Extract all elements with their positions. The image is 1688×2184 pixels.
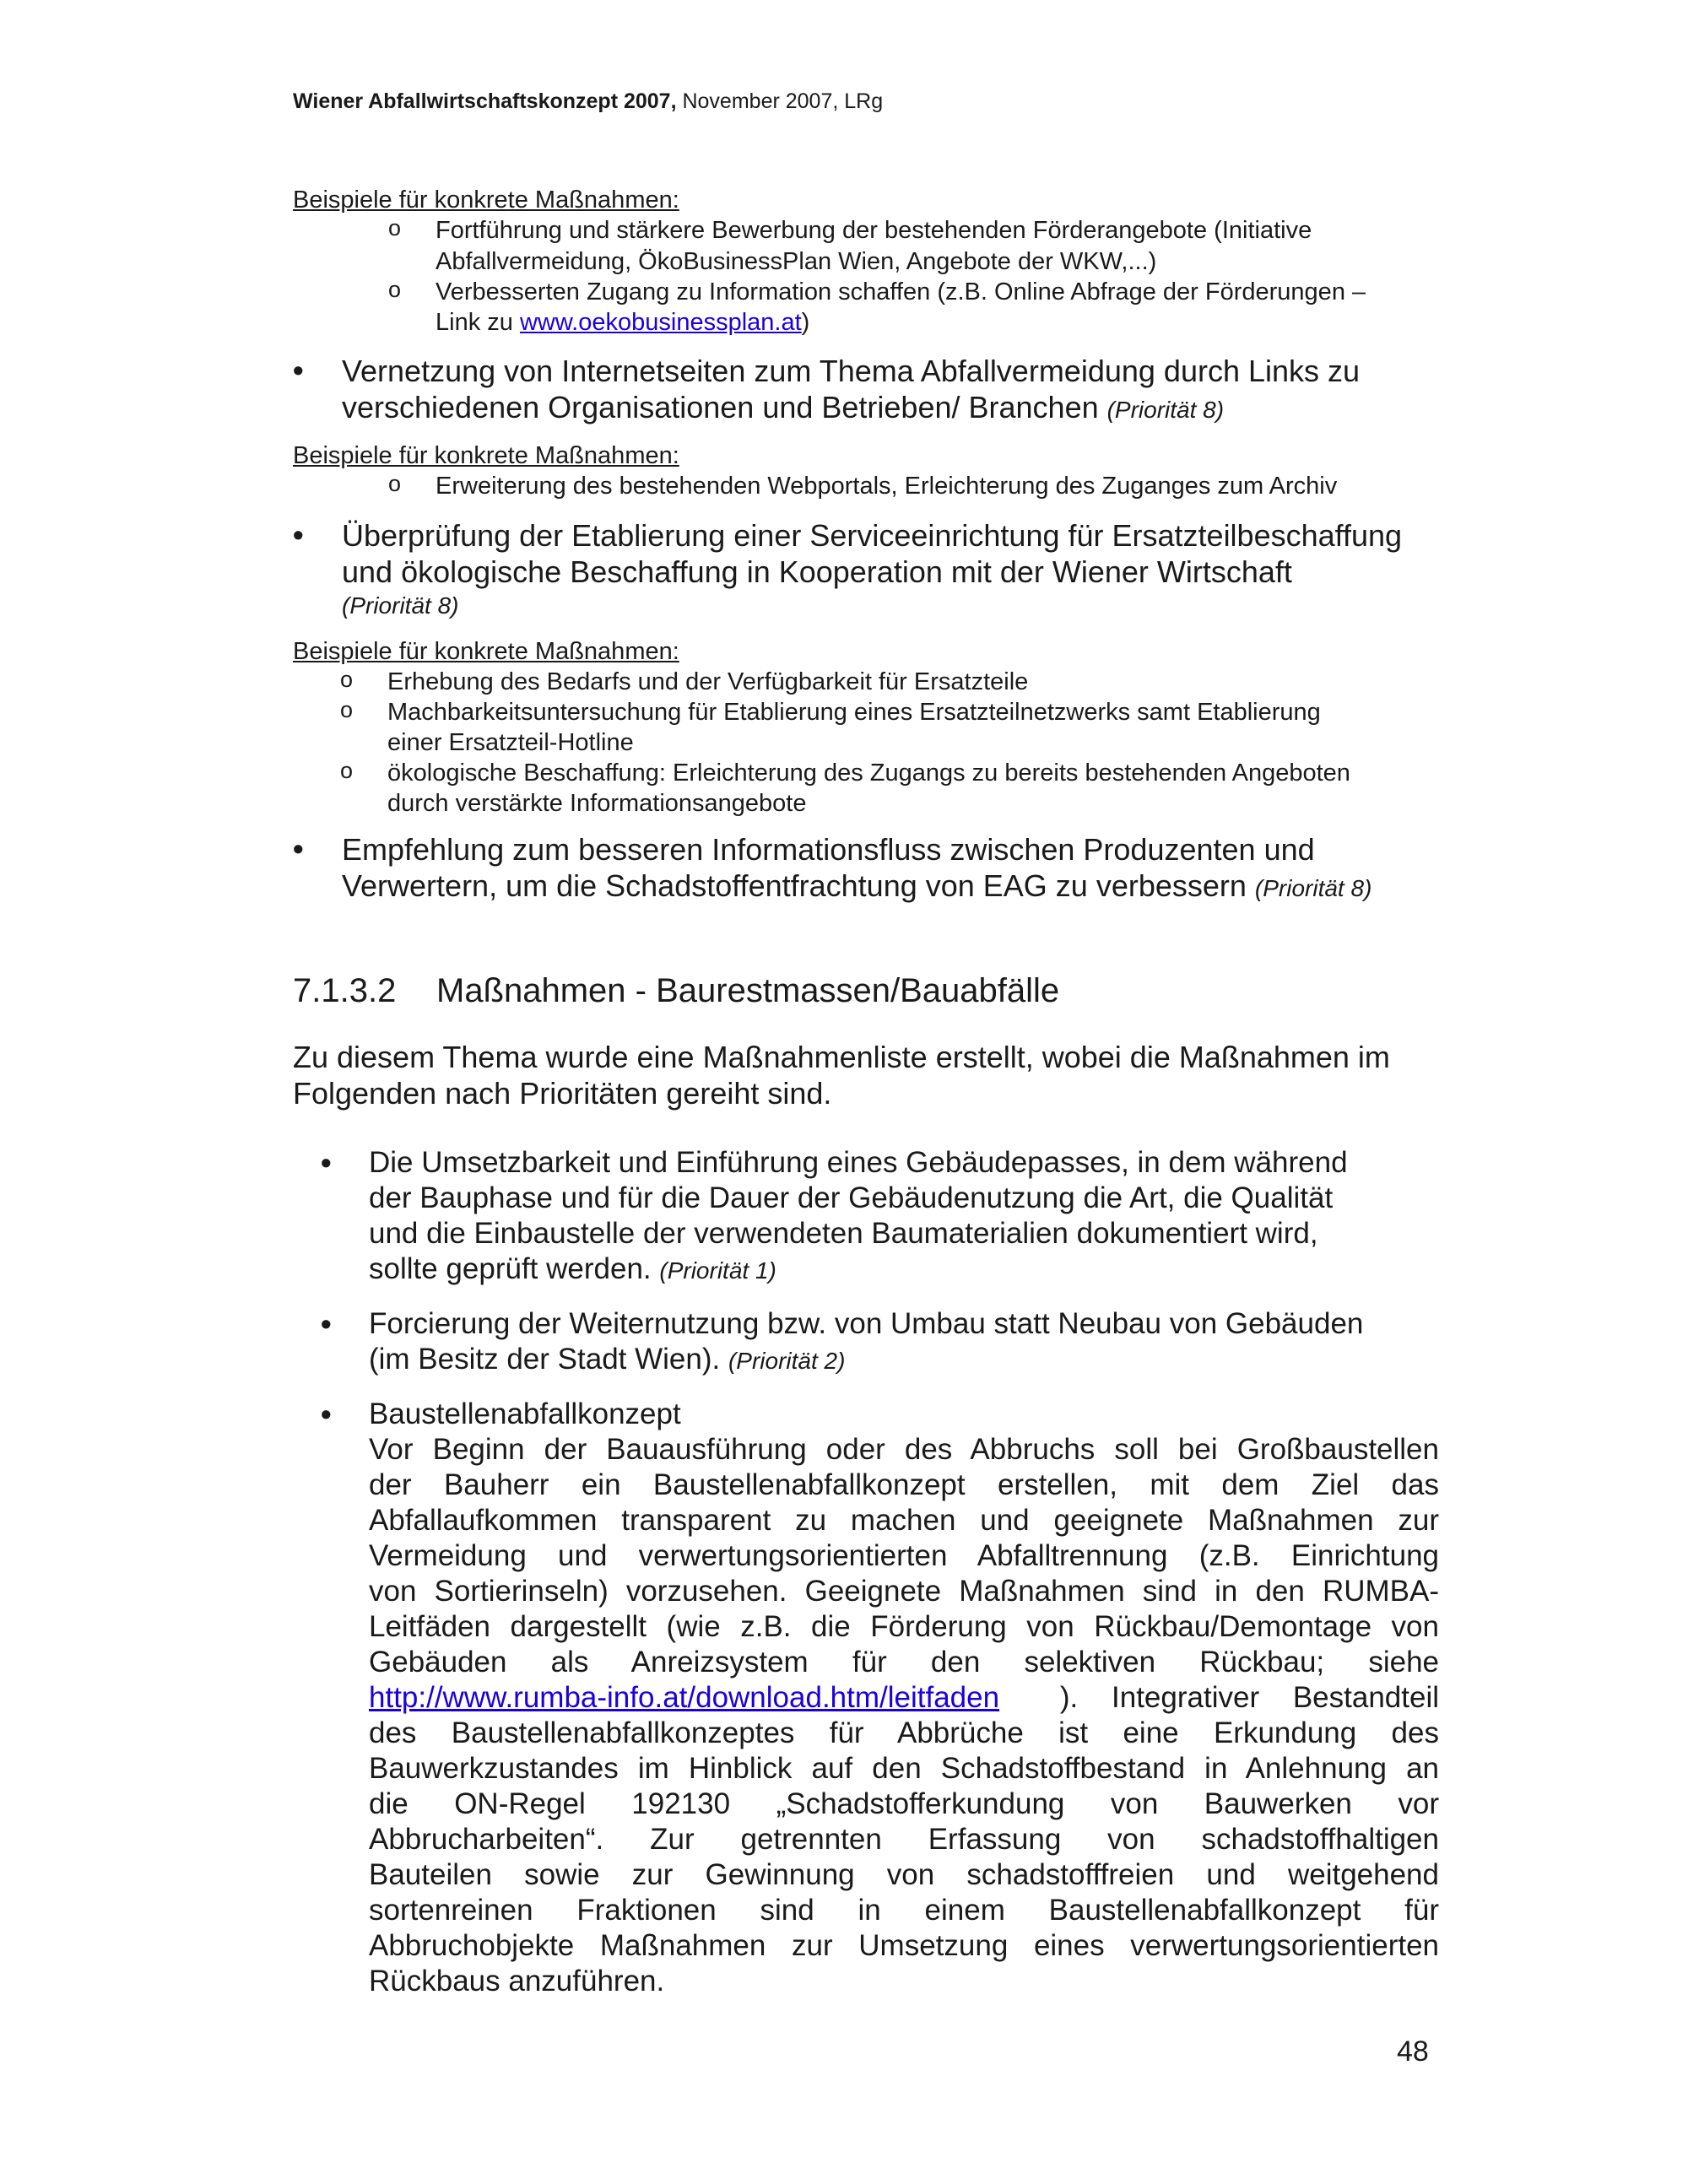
list-item-cont: Abfallvermeidung, ÖkoBusinessPlan Wien, Angebote der WKW,...) (436, 248, 1157, 275)
circle-bullet-icon: o (340, 758, 354, 783)
list-item: Verbesserten Zugang zu Information schaffen (z.B. Online Abfrage der Förderungen – (436, 278, 1366, 305)
circle-bullet-icon: o (340, 667, 354, 692)
bullet-text: Vernetzung von Internetseiten zum Thema Abfallvermeidung durch Links zu (342, 354, 1361, 388)
bullet-text: Überprüfung der Etablierung einer Serviceeinrichtung für Ersatzteilbeschaffung (342, 518, 1403, 553)
link-prefix: Link zu (436, 309, 520, 336)
list-item-cont: einer Ersatzteil-Hotline (387, 729, 634, 756)
intro-text: Zu diesem Thema wurde eine Maßnahmenliste erstellt, wobei die Maßnahmen im (293, 1040, 1390, 1074)
paragraph-link-line (369, 1680, 1439, 1716)
paragraph-line: Abbrucharbeiten“. Zur getrennten Erfassung von schadstoffhaltigen (369, 1823, 1439, 1856)
paragraph-line: die ON-Regel 192130 „Schadstofferkundung von Bauwerken vor (369, 1787, 1439, 1820)
measure-text (369, 1342, 845, 1379)
header-meta: November 2007, LRg (676, 89, 884, 113)
bullet-icon: • (321, 1145, 332, 1180)
paragraph-line: Vor Beginn der Bauausführung oder des Abbruchs soll bei Großbaustellen (369, 1433, 1439, 1466)
measure-text: und die Einbaustelle der verwendeten Baumaterialien dokumentiert wird, (369, 1217, 1318, 1250)
oekobusinessplan-link[interactable]: www.oekobusinessplan.at (519, 309, 802, 336)
paragraph-line: Vermeidung und verwertungsorientierten Abfalltrennung (z.B. Einrichtung (369, 1539, 1439, 1572)
rumba-link[interactable]: http://www.rumba-info.at/download.htm/leitfaden (369, 1681, 1000, 1714)
measure-paragraph (369, 1432, 1439, 1680)
paragraph-line-rest: ). Integrativer Bestandteil (1059, 1681, 1439, 1714)
list-item: Erhebung des Bedarfs und der Verfügbarkeit für Ersatzteile (387, 668, 1029, 695)
bullet-text-line: verschiedenen Organisationen und Betrieben/ Branchen (342, 390, 1107, 424)
section-heading (293, 972, 1059, 1010)
list-item-cont (436, 307, 809, 338)
examples-label: Beispiele für konkrete Maßnahmen: (293, 187, 679, 214)
bullet-icon: • (293, 517, 304, 552)
examples-label: Beispiele für konkrete Maßnahmen: (293, 442, 679, 469)
paragraph-line: sortenreinen Fraktionen sind in einem Baustellenabfallkonzept für (369, 1894, 1439, 1927)
bullet-text-cont (342, 868, 1372, 906)
circle-bullet-icon: o (388, 471, 402, 496)
bullet-text-line: Verwertern, um die Schadstoffentfrachtung von EAG zu verbessern (342, 868, 1255, 903)
paragraph-line: Leitfäden dargestellt (wie z.B. die Förderung von Rückbau/Demontage von (369, 1610, 1439, 1643)
paragraph-line: von Sortierinseln) vorzusehen. Geeignete Maßnahmen sind in den RUMBA- (369, 1575, 1439, 1608)
list-item-cont: durch verstärkte Informationsangebote (387, 790, 807, 817)
paragraph-line: Abbruchobjekte Maßnahmen zur Umsetzung eines verwertungsorientierten (369, 1929, 1439, 1962)
header-title: Wiener Abfallwirtschaftskonzept 2007, (293, 89, 677, 113)
section-title: Maßnahmen - Baurestmassen/Bauabfälle (436, 972, 1060, 1009)
paragraph-line: Gebäuden als Anreizsystem für den selektiven Rückbau; siehe (369, 1646, 1439, 1679)
section-number: 7.1.3.2 (293, 972, 397, 1009)
paragraph-line: Bauwerkzustandes im Hinblick auf den Schadstoffbestand in Anlehnung an (369, 1752, 1439, 1785)
measure-text (369, 1251, 776, 1289)
paragraph-line: Bauteilen sowie zur Gewinnung von schadstofffreien und weitgehend (369, 1858, 1439, 1891)
circle-bullet-icon: o (388, 277, 402, 302)
measure-title: Baustellenabfallkonzept (369, 1397, 681, 1430)
examples-label: Beispiele für konkrete Maßnahmen: (293, 638, 679, 665)
bullet-icon: • (321, 1306, 332, 1341)
paragraph-last-line: Rückbaus anzuführen. (369, 1965, 665, 1997)
measure-text: Die Umsetzbarkeit und Einführung eines Gebäudepasses, in dem während (369, 1146, 1348, 1179)
measure-text-line: (im Besitz der Stadt Wien). (369, 1343, 728, 1376)
list-item: ökologische Beschaffung: Erleichterung des Zugangs zu bereits bestehenden Angeboten (387, 760, 1350, 787)
page-number: 48 (1397, 2035, 1429, 2068)
paragraph-line: des Baustellenabfallkonzeptes für Abbrüche ist eine Erkundung des (369, 1716, 1439, 1749)
document-header (293, 89, 883, 114)
priority-label: (Priorität 8) (1106, 397, 1225, 423)
priority-label: (Priorität 2) (728, 1348, 846, 1374)
list-item: Fortführung und stärkere Bewerbung der bestehenden Förderangebote (Initiative (436, 217, 1312, 244)
priority-label: (Priorität 8) (342, 592, 459, 619)
bullet-icon: • (293, 831, 304, 866)
bullet-text-cont: und ökologische Beschaffung in Kooperation mit der Wiener Wirtschaft (342, 554, 1292, 589)
measure-paragraph (369, 1716, 1439, 1964)
circle-bullet-icon: o (388, 215, 402, 241)
bullet-icon: • (293, 353, 304, 387)
list-item: Erweiterung des bestehenden Webportals, Erleichterung des Zuganges zum Archiv (436, 473, 1338, 500)
list-item: Machbarkeitsuntersuchung für Etablierung eines Ersatzteilnetzwerks samt Etablierung (387, 699, 1321, 726)
measure-text: der Bauphase und für die Dauer der Gebäudenutzung die Art, die Qualität (369, 1181, 1334, 1214)
bullet-icon: • (321, 1397, 332, 1431)
measure-text-line: sollte geprüft werden. (369, 1252, 660, 1285)
measure-text: Forcierung der Weiternutzung bzw. von Umbau statt Neubau von Gebäuden (369, 1307, 1364, 1340)
bullet-text: Empfehlung zum besseren Informationsfluss zwischen Produzenten und (342, 832, 1315, 867)
link-suffix: ) (801, 309, 810, 336)
circle-bullet-icon: o (340, 697, 354, 722)
priority-label: (Priorität 1) (659, 1257, 776, 1284)
intro-text-cont: Folgenden nach Prioritäten gereiht sind. (293, 1076, 832, 1111)
paragraph-line: der Bauherr ein Baustellenabfallkonzept erstellen, mit dem Ziel das (369, 1468, 1439, 1501)
bullet-text-cont (342, 389, 1224, 428)
paragraph-line: Abfallaufkommen transparent zu machen und geeignete Maßnahmen zur (369, 1504, 1439, 1537)
priority-label: (Priorität 8) (1254, 875, 1372, 901)
